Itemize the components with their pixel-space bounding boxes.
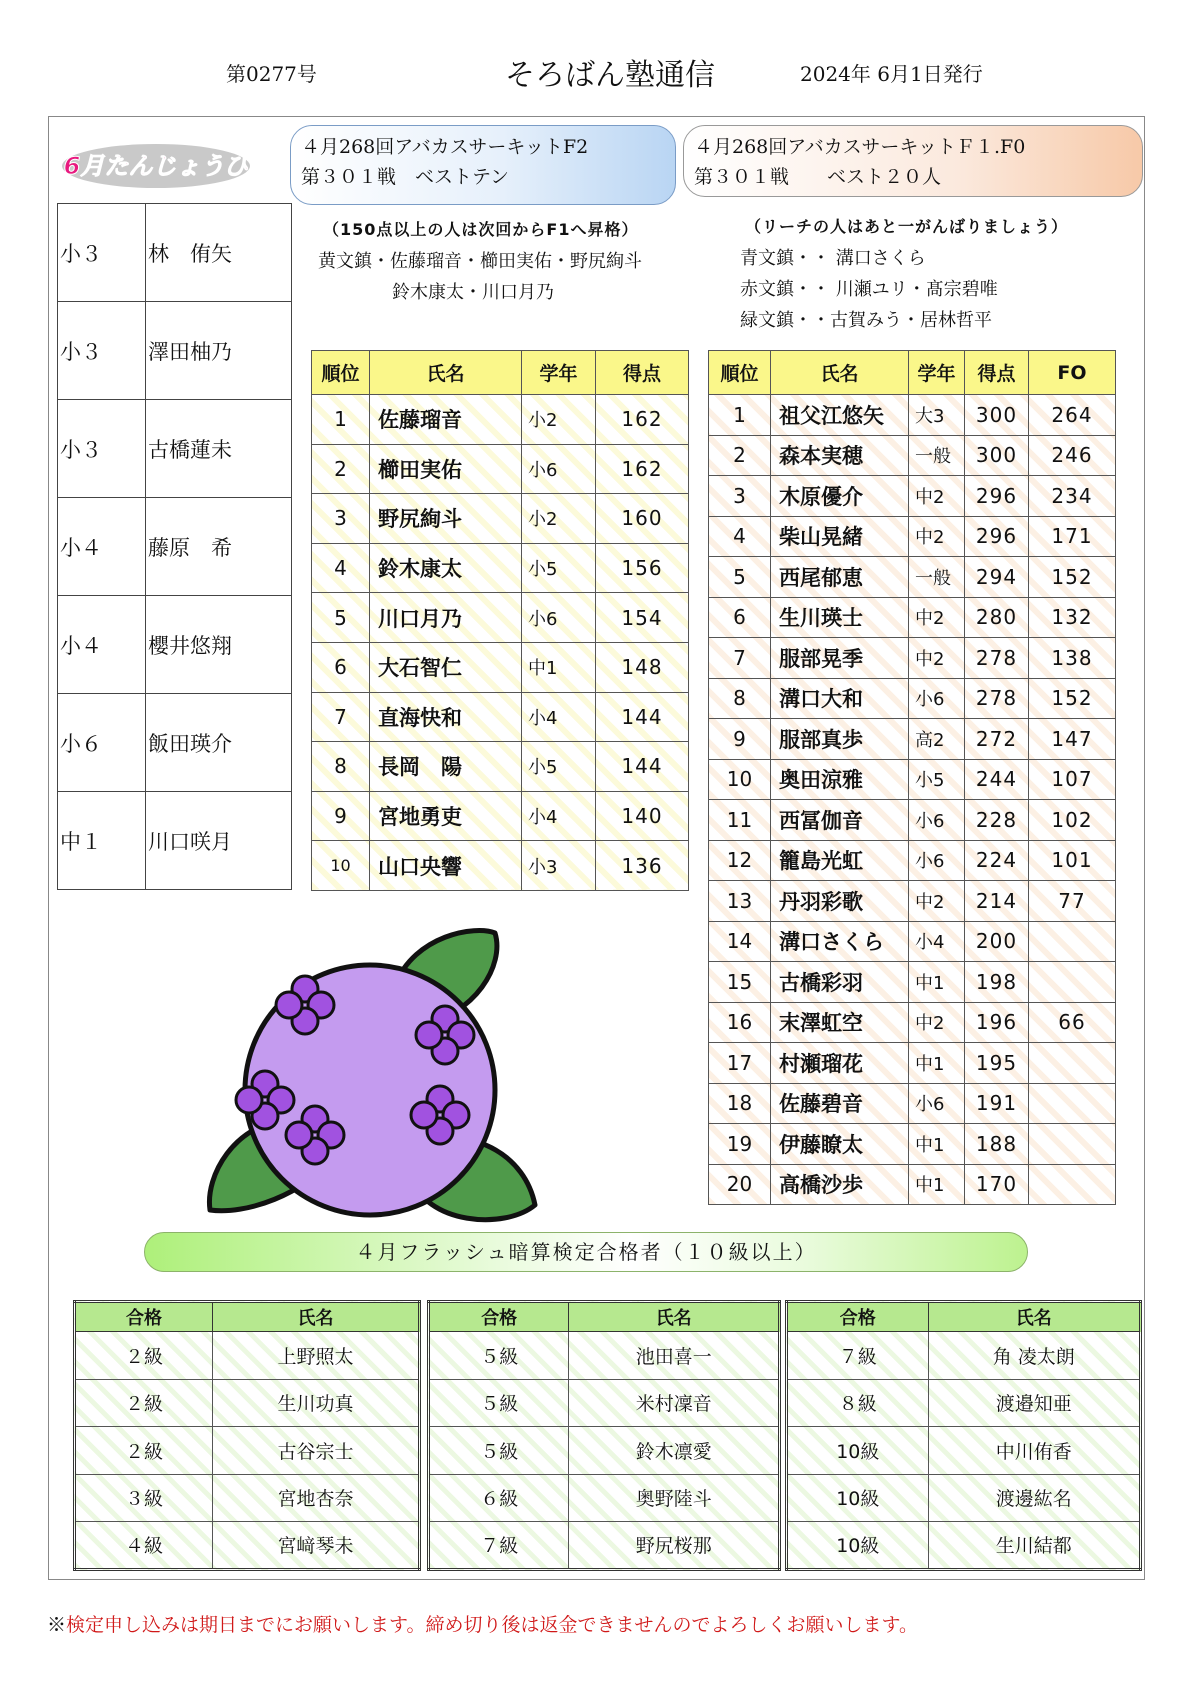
newsletter-title: そろばん塾通信 [505,58,715,93]
table-row [429,1474,780,1522]
grade-cell: 小3 [522,841,596,891]
rank-cell: 18 [709,1083,771,1124]
grade-cell: 小4 [522,692,596,742]
grade-cell: 小2 [522,395,596,445]
name-cell: 祖父江悠矢 [771,395,909,436]
grade-cell: 小6 [909,800,965,841]
fo-cell: 107 [1029,759,1116,800]
fo-cell [1029,1083,1116,1124]
table-row [709,435,1116,476]
score-cell: 140 [596,791,689,841]
pass-header-level: 合格 [787,1302,929,1332]
pass-name-cell: 古谷宗士 [213,1427,420,1475]
table-row [709,881,1116,922]
grade-cell: 小5 [522,742,596,792]
grade-cell: 小6 [909,1083,965,1124]
flash-pass-table-1 [73,1300,421,1571]
birthday-row [58,302,292,400]
table-row [312,642,689,692]
table-row [429,1332,780,1380]
grade-cell: 中2 [909,638,965,679]
table-row [75,1379,420,1427]
score-cell: 144 [596,742,689,792]
score-cell: 224 [965,840,1029,881]
pass-name-cell: 池田喜一 [569,1332,780,1380]
table-row [75,1522,420,1570]
rank-cell: 15 [709,962,771,1003]
table-row [787,1427,1141,1475]
f2-ranking-table [311,350,689,891]
birthday-row [58,400,292,498]
f1-header-grade: 学年 [909,351,965,395]
score-cell: 196 [965,1002,1029,1043]
fo-cell [1029,921,1116,962]
pass-level-cell: ２級 [75,1379,213,1427]
birthday-row [58,596,292,694]
table-row [312,494,689,544]
fo-cell: 246 [1029,435,1116,476]
grade-cell: 中2 [909,1002,965,1043]
pass-header-level: 合格 [75,1302,213,1332]
pass-level-cell: ２級 [75,1427,213,1475]
fo-cell: 66 [1029,1002,1116,1043]
name-cell: 山口央響 [370,841,522,891]
pass-name-cell: 上野照太 [213,1332,420,1380]
fo-cell: 152 [1029,678,1116,719]
hydrangea-illustration [205,925,545,1225]
birthday-grade: 小３ [58,204,146,302]
grade-cell: 小5 [522,543,596,593]
score-cell: 296 [965,516,1029,557]
pass-name-cell: 米村凜音 [569,1379,780,1427]
f1-reach-line2: 赤文鎮・・ 川瀬ユリ・髙宗碧唯 [740,279,998,300]
birthday-name: 川口咲月 [146,792,292,890]
score-cell: 160 [596,494,689,544]
name-cell: 西尾郁恵 [771,557,909,598]
table-row [787,1332,1141,1380]
grade-cell: 中1 [909,1124,965,1165]
score-cell: 156 [596,543,689,593]
grade-cell: 中1 [909,1164,965,1205]
table-row [312,692,689,742]
name-cell: 西冨伽音 [771,800,909,841]
birthday-name: 古橋蓮未 [146,400,292,498]
name-cell: 服部真歩 [771,719,909,760]
pass-name-cell: 中川侑香 [928,1427,1140,1475]
rank-cell: 20 [709,1164,771,1205]
birthday-row [58,498,292,596]
pass-header-level: 合格 [429,1302,569,1332]
name-cell: 木原優介 [771,476,909,517]
rank-cell: 9 [709,719,771,760]
grade-cell: 一般 [909,435,965,476]
rank-cell: 7 [312,692,370,742]
rank-cell: 19 [709,1124,771,1165]
name-cell: 籠島光虹 [771,840,909,881]
table-row [312,444,689,494]
table-row [709,1083,1116,1124]
pass-name-cell: 渡邊紘名 [928,1474,1140,1522]
grade-cell: 中2 [909,516,965,557]
score-cell: 162 [596,444,689,494]
pass-level-cell: ７級 [787,1332,929,1380]
birthday-grade: 小３ [58,302,146,400]
rank-cell: 8 [709,678,771,719]
table-row [787,1474,1141,1522]
f1-header-fo: FO [1029,351,1116,395]
name-cell: 鈴木康太 [370,543,522,593]
rank-cell: 12 [709,840,771,881]
score-cell: 272 [965,719,1029,760]
newsletter-header [0,50,1200,93]
score-cell: 244 [965,759,1029,800]
f2-banner [290,125,676,205]
rank-cell: 6 [312,642,370,692]
rank-cell: 2 [312,444,370,494]
score-cell: 280 [965,597,1029,638]
f1-note: （リーチの人はあと一がんばりましょう） [745,217,1069,236]
score-cell: 294 [965,557,1029,598]
birthday-title-text: 6月たんじょうび [63,152,249,180]
flash-pass-table-2 [427,1300,781,1571]
rank-cell: 4 [709,516,771,557]
grade-cell: 中1 [522,642,596,692]
score-cell: 144 [596,692,689,742]
f1-banner-line1: ４月268回アバカスサーキットＦ１.F0 [694,136,1026,158]
birthday-name: 林 侑矢 [146,204,292,302]
table-row [429,1379,780,1427]
table-row [709,1164,1116,1205]
birthday-row [58,792,292,890]
pass-level-cell: ３級 [75,1474,213,1522]
score-cell: 214 [965,881,1029,922]
f2-header-rank: 順位 [312,351,370,395]
grade-cell: 小6 [909,678,965,719]
pass-header-name: 氏名 [213,1302,420,1332]
birthday-table [57,203,292,890]
rank-cell: 10 [312,841,370,891]
grade-cell: 小6 [522,444,596,494]
rank-cell: 1 [709,395,771,436]
pass-level-cell: ４級 [75,1522,213,1570]
f1-ranking-table [708,350,1116,1205]
pass-header-name: 氏名 [928,1302,1140,1332]
name-cell: 服部晃季 [771,638,909,679]
table-row [75,1474,420,1522]
table-row [709,516,1116,557]
f2-promoted-line2: 鈴木康太・川口月乃 [392,282,554,303]
grade-cell: 大3 [909,395,965,436]
table-row [709,800,1116,841]
fo-cell [1029,962,1116,1003]
table-row [709,759,1116,800]
birthday-name: 櫻井悠翔 [146,596,292,694]
name-cell: 柴山晃緒 [771,516,909,557]
table-row [709,840,1116,881]
rank-cell: 3 [312,494,370,544]
name-cell: 生川瑛士 [771,597,909,638]
f1-banner-line2: 第３０１戦 ベスト２０人 [694,166,942,188]
table-row [312,791,689,841]
name-cell: 溝口さくら [771,921,909,962]
name-cell: 長岡 陽 [370,742,522,792]
f2-header-grade: 学年 [522,351,596,395]
score-cell: 278 [965,678,1029,719]
score-cell: 195 [965,1043,1029,1084]
birthday-grade: 小４ [58,498,146,596]
score-cell: 278 [965,638,1029,679]
pass-level-cell: ７級 [429,1522,569,1570]
fo-cell: 132 [1029,597,1116,638]
score-cell: 198 [965,962,1029,1003]
score-cell: 300 [965,395,1029,436]
name-cell: 伊藤瞭太 [771,1124,909,1165]
pass-name-cell: 生川功真 [213,1379,420,1427]
grade-cell: 小6 [909,840,965,881]
table-row [709,476,1116,517]
table-row [709,678,1116,719]
pass-name-cell: 宮﨑琴未 [213,1522,420,1570]
score-cell: 162 [596,395,689,445]
grade-cell: 小2 [522,494,596,544]
fo-cell: 138 [1029,638,1116,679]
rank-cell: 5 [312,593,370,643]
f1-reach-line3: 緑文鎮・・古賀みう・居林哲平 [740,310,992,331]
table-row [312,742,689,792]
grade-cell: 一般 [909,557,965,598]
name-cell: 村瀬瑠花 [771,1043,909,1084]
fo-cell: 171 [1029,516,1116,557]
pass-name-cell: 渡邉知亜 [928,1379,1140,1427]
grade-cell: 中1 [909,962,965,1003]
table-row [429,1522,780,1570]
rank-cell: 13 [709,881,771,922]
grade-cell: 小5 [909,759,965,800]
pass-name-cell: 野尻桜那 [569,1522,780,1570]
birthday-title [56,136,256,192]
pass-level-cell: ５級 [429,1379,569,1427]
score-cell: 200 [965,921,1029,962]
fo-cell: 77 [1029,881,1116,922]
pass-name-cell: 鈴木凛愛 [569,1427,780,1475]
issue-number: 第0277号 [226,62,317,86]
name-cell: 直海快和 [370,692,522,742]
rank-cell: 9 [312,791,370,841]
rank-cell: 17 [709,1043,771,1084]
footer-notice [47,1610,918,1637]
pass-level-cell: 10級 [787,1474,929,1522]
f2-header-score: 得点 [596,351,689,395]
table-row [312,841,689,891]
table-row [709,638,1116,679]
pass-name-cell: 角 凌太朗 [928,1332,1140,1380]
grade-cell: 小4 [522,791,596,841]
rank-cell: 4 [312,543,370,593]
table-row [709,557,1116,598]
score-cell: 300 [965,435,1029,476]
name-cell: 川口月乃 [370,593,522,643]
rank-cell: 10 [709,759,771,800]
pass-level-cell: ５級 [429,1427,569,1475]
f1-reach-line1: 青文鎮・・ 溝口さくら [740,248,926,269]
fo-cell: 101 [1029,840,1116,881]
score-cell: 228 [965,800,1029,841]
grade-cell: 中2 [909,881,965,922]
rank-cell: 8 [312,742,370,792]
f1-header-rank: 順位 [709,351,771,395]
pass-name-cell: 生川結都 [928,1522,1140,1570]
rank-cell: 3 [709,476,771,517]
birthday-grade: 小４ [58,596,146,694]
name-cell: 溝口大和 [771,678,909,719]
name-cell: 丹羽彩歌 [771,881,909,922]
birthday-name: 飯田瑛介 [146,694,292,792]
score-cell: 191 [965,1083,1029,1124]
fo-cell: 147 [1029,719,1116,760]
pass-header-name: 氏名 [569,1302,780,1332]
birthday-row [58,204,292,302]
table-row [75,1332,420,1380]
pass-level-cell: ５級 [429,1332,569,1380]
score-cell: 188 [965,1124,1029,1165]
f1-header-name: 氏名 [771,351,909,395]
table-row [709,1043,1116,1084]
name-cell: 佐藤瑠音 [370,395,522,445]
pass-level-cell: ８級 [787,1379,929,1427]
f2-banner-line1: ４月268回アバカスサーキットF2 [301,136,589,158]
fo-cell [1029,1124,1116,1165]
table-row [709,719,1116,760]
rank-cell: 7 [709,638,771,679]
f2-note: （150点以上の人は次回からF1へ昇格） [323,220,639,239]
birthday-row [58,694,292,792]
issue-date: 2024年 6月1日発行 [800,62,983,86]
name-cell: 櫛田実佑 [370,444,522,494]
footer-text: 検定申し込みは期日までにお願いします。締め切り後は返金できませんのでよろしくお願いします。 [66,1614,918,1636]
grade-cell: 高2 [909,719,965,760]
fo-cell: 152 [1029,557,1116,598]
table-row [709,395,1116,436]
score-cell: 170 [965,1164,1029,1205]
pass-level-cell: 10級 [787,1427,929,1475]
grade-cell: 中2 [909,597,965,638]
fo-cell: 234 [1029,476,1116,517]
name-cell: 大石智仁 [370,642,522,692]
table-row [709,962,1116,1003]
birthday-grade: 小３ [58,400,146,498]
f1-banner [683,125,1143,197]
rank-cell: 16 [709,1002,771,1043]
name-cell: 末澤虹空 [771,1002,909,1043]
birthday-name: 藤原 希 [146,498,292,596]
birthday-grade: 小６ [58,694,146,792]
score-cell: 136 [596,841,689,891]
table-row [429,1427,780,1475]
fo-cell [1029,1043,1116,1084]
fo-cell: 264 [1029,395,1116,436]
name-cell: 宮地勇吏 [370,791,522,841]
name-cell: 野尻絢斗 [370,494,522,544]
flash-pass-table-3 [785,1300,1142,1571]
f2-header-name: 氏名 [370,351,522,395]
name-cell: 奥田涼雅 [771,759,909,800]
table-row [709,1124,1116,1165]
birthday-name: 澤田柚乃 [146,302,292,400]
table-row [312,395,689,445]
pass-name-cell: 宮地杏奈 [213,1474,420,1522]
rank-cell: 11 [709,800,771,841]
fo-cell: 102 [1029,800,1116,841]
name-cell: 森本実穂 [771,435,909,476]
rank-cell: 2 [709,435,771,476]
pass-level-cell: 10級 [787,1522,929,1570]
table-row [312,543,689,593]
birthday-grade: 中１ [58,792,146,890]
name-cell: 古橋彩羽 [771,962,909,1003]
grade-cell: 中1 [909,1043,965,1084]
f2-banner-line2: 第３０１戦 ベストテン [301,166,510,188]
table-row [709,921,1116,962]
table-row [312,593,689,643]
f1-header-score: 得点 [965,351,1029,395]
grade-cell: 小6 [522,593,596,643]
name-cell: 高橋沙歩 [771,1164,909,1205]
grade-cell: 中2 [909,476,965,517]
f2-promoted-line1: 黄文鎮・佐藤瑠音・櫛田実佑・野尻絢斗 [318,251,642,272]
grade-cell: 小4 [909,921,965,962]
score-cell: 148 [596,642,689,692]
pass-level-cell: ２級 [75,1332,213,1380]
score-cell: 154 [596,593,689,643]
fo-cell [1029,1164,1116,1205]
rank-cell: 14 [709,921,771,962]
rank-cell: 6 [709,597,771,638]
table-row [709,597,1116,638]
flash-banner: ４月フラッシュ暗算検定合格者（１０級以上） [144,1232,1028,1272]
score-cell: 296 [965,476,1029,517]
rank-cell: 5 [709,557,771,598]
table-row [787,1522,1141,1570]
pass-name-cell: 奥野陸斗 [569,1474,780,1522]
table-row [75,1427,420,1475]
table-row [787,1379,1141,1427]
rank-cell: 1 [312,395,370,445]
name-cell: 佐藤碧音 [771,1083,909,1124]
pass-level-cell: ６級 [429,1474,569,1522]
table-row [709,1002,1116,1043]
footer-mark: ※ [47,1614,67,1636]
